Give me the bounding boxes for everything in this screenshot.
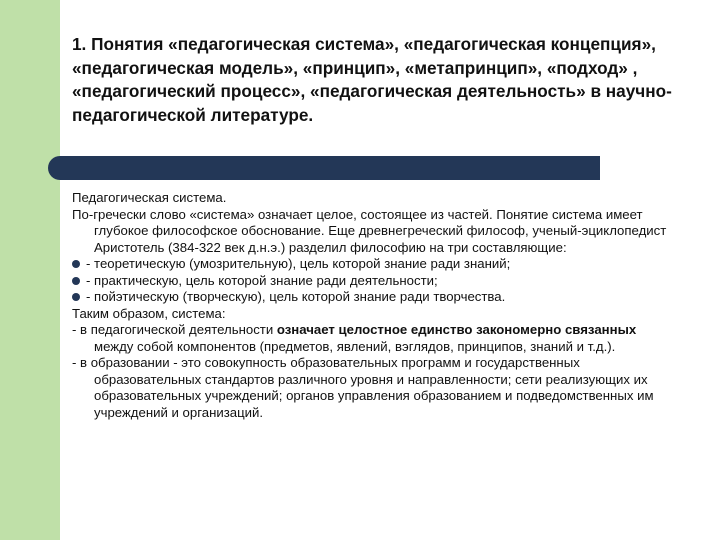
section-heading: Педагогическая система. [72,190,227,205]
definition-bold: означает целостное единство закономерно связанных [276,322,637,337]
slide-content [72,190,672,421]
title-divider [60,156,600,180]
bullet-icon [72,260,80,268]
definition-suffix: между собой компонентов (предметов, явлений, вэглядов, принципов, знаний и т.д.). [94,338,616,354]
definition-prefix: - в педагогической деятельности [72,322,277,337]
bullet-text: - теоретическую (умозрительную), цель которой знание ради знаний; [86,256,511,271]
summary-line: Таким образом, система: [72,305,226,321]
bullet-item [72,273,672,290]
bullet-icon [72,277,80,285]
bullet-item [72,289,672,306]
slide-title: 1. Понятия «педагогическая система», «педагогическая концепция», «педагогическая модель», «принцип», «метапринцип», «подход» , «педагогический процесс», «педагогическая деятельность» в научно-педагогической литературе. [72,34,672,125]
definition-activity [72,322,672,355]
intro-paragraph: По-гречески слово «система» означает целое, состоящее из частей. Понятие система имеет глубокое философское обоснование. Еще древнегреческий философ, ученый-эциклопедист Аристотель (384-322 век д.н.э.) разделил философию на три составляющие: [72,206,667,255]
bullet-text: - пойэтическую (творческую), цель которой знание ради творчества. [86,289,506,304]
bullet-text: - практическую, цель которой знание ради деятельности; [86,272,438,288]
bullet-icon [72,293,80,301]
bullet-item [72,256,672,273]
definition-education: - в образовании - это совокупность образовательных программ и государственных образовательных стандартов различного уровня и направленности; сети реализующих их образовательных учреждений; органов управления образованием и подведомственных им учреждений и организаций. [72,355,654,420]
